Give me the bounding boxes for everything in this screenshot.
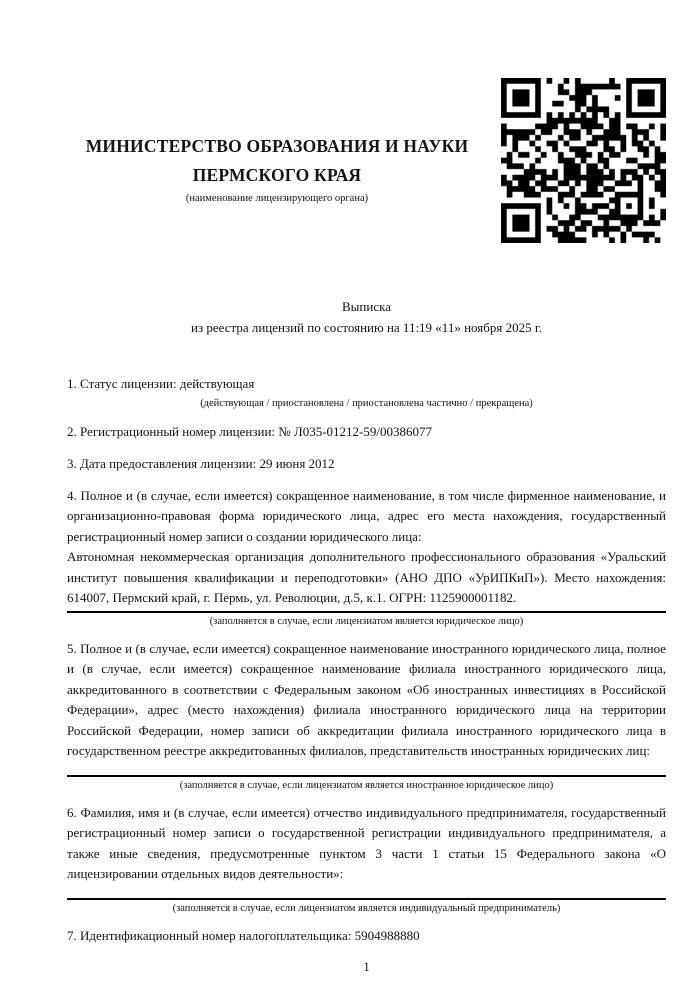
page-number: 1 (363, 959, 370, 974)
document-title-line2: из реестра лицензий по состоянию на 11:19 «11» ноября 2025 г. (191, 319, 542, 335)
item-1-license-status: 1. Статус лицензии: действующая (67, 376, 255, 391)
item-1-note: (действующая / приостановлена / приостановлена частично / прекращена) (200, 397, 533, 409)
item-7-taxpayer-number: 7. Идентификационный номер налогоплательщика: 5904988880 (67, 927, 420, 943)
item-6-entrepreneur-heading: 6. Фамилия, имя и (в случае, если имеется) отчество индивидуального предпринимателя, государственный регистрационный номер записи о государственной регистрации индивидуального предпринимателя, а также иные сведения, предусмотренные пунктом 3 части 1 статьи 15 Федерального закона «О лицензировании отдельных видов деятельности»: (67, 804, 666, 881)
document-title-line1: Выписка (342, 299, 391, 314)
item-5-note: (заполняется в случае, если лицензиатом является иностранное юридическое лицо) (179, 779, 554, 791)
item-4-legal-entity-value: Автономная некоммерческая организация дополнительного профессионального образования «Уральский институт повышения квалификации и переподготовки» (АНО ДПО «УрИПКиП»). Место нахождения: 614007, Пермский край, г. Пермь, ул. Революции, д.5, к.1. ОГРН: 1125900001182. (67, 549, 666, 605)
item-4-underline (67, 611, 666, 613)
document-title (67, 297, 666, 338)
qr-code (501, 78, 666, 243)
qr-code-image (501, 78, 666, 243)
item-5-underline (67, 775, 666, 777)
document-header (67, 78, 666, 243)
ministry-name (67, 132, 487, 190)
item-4-legal-entity-heading: 4. Полное и (в случае, если имеется) сокращенное наименование, в том числе фирменное наименование, и организационно-правовая форма юридического лица, адрес его места нахождения, государственный регистрационный номер записи о создании юридического лица: (67, 487, 666, 544)
item-5-foreign-entity-heading: 5. Полное и (в случае, если имеется) сокращенное наименование иностранного юридического лица, полное и (в случае, если имеется) сокращенное наименование филиала иностранного юридического лица, аккредитованного в соответствии с Федеральным законом «Об иностранных инвестициях в Российской Федерации», адрес (место нахождения) филиала иностранного юридического лица на территории Российской Федерации, номер записи об аккредитации филиала иностранного юридического лица в государственном реестре аккредитованных филиалов, представительств иностранных юридических лиц: (67, 640, 666, 758)
ministry-caption: (наименование лицензирующего органа) (185, 192, 369, 204)
ministry-name-line1: МИНИСТЕРСТВО ОБРАЗОВАНИЯ И НАУКИ (85, 135, 469, 156)
item-4-note: (заполняется в случае, если лицензиатом является юридическое лицо) (209, 615, 524, 627)
item-6-note: (заполняется в случае, если лицензиатом является индивидуальный предприниматель) (172, 902, 561, 914)
item-6-underline (67, 898, 666, 900)
licensing-authority-block (67, 132, 487, 204)
item-2-registration-number: 2. Регистрационный номер лицензии: № Л035-01212-59/00386077 (67, 423, 433, 439)
ministry-name-line2: ПЕРМСКОГО КРАЯ (192, 164, 362, 185)
item-3-license-date: 3. Дата предоставления лицензии: 29 июня 2012 (67, 456, 335, 471)
